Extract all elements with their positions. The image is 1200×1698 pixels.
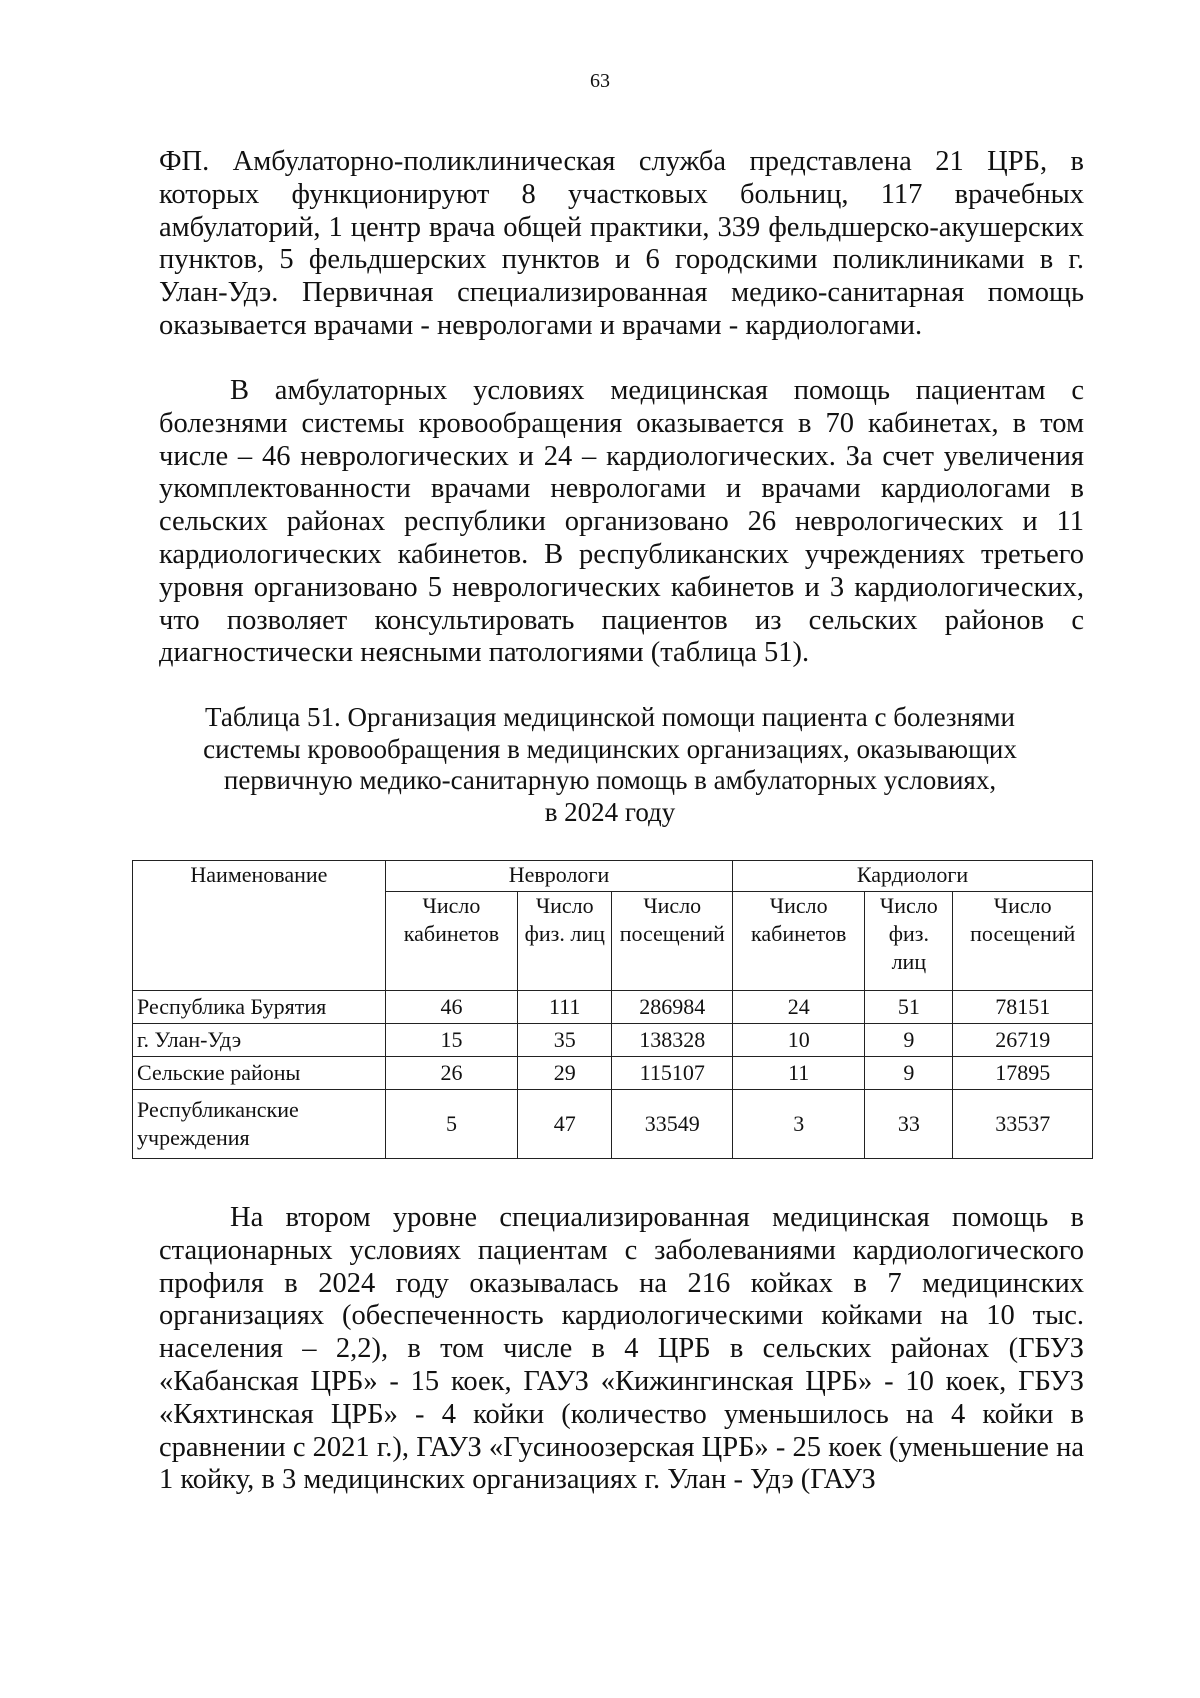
row-label: Республика Бурятия [133, 991, 386, 1024]
cell-value: 286984 [612, 991, 733, 1024]
cell-value: 17895 [953, 1057, 1093, 1090]
cell-value: 35 [518, 1024, 612, 1057]
cell-value: 78151 [953, 991, 1093, 1024]
cell-value: 26 [385, 1057, 517, 1090]
row-label: Республиканские учреждения [133, 1090, 386, 1159]
cell-value: 15 [385, 1024, 517, 1057]
table-row [133, 1024, 1093, 1057]
caption-line: Таблица 51. Организация медицинской помощи пациента с болезнями [205, 702, 1015, 732]
cell-value: 47 [518, 1090, 612, 1159]
cell-value: 46 [385, 991, 517, 1024]
header-cardiologists: Кардиологи [733, 861, 1093, 892]
header-cabinets: Число кабинетов [733, 892, 865, 991]
header-visits: Число посещений [953, 892, 1093, 991]
caption-line: в 2024 году [544, 796, 676, 827]
cell-value: 10 [733, 1024, 865, 1057]
header-neurologists: Неврологи [385, 861, 732, 892]
header-visits: Число посещений [612, 892, 733, 991]
cell-value: 115107 [612, 1057, 733, 1090]
row-label: Сельские районы [133, 1057, 386, 1090]
cell-value: 11 [733, 1057, 865, 1090]
cell-value: 29 [518, 1057, 612, 1090]
cell-value: 9 [865, 1024, 953, 1057]
table-header-row [133, 861, 1093, 892]
cell-value: 3 [733, 1090, 865, 1159]
header-persons: Число физ. лиц [865, 892, 953, 991]
cell-value: 33549 [612, 1090, 733, 1159]
cell-value: 33537 [953, 1090, 1093, 1159]
cell-value: 51 [865, 991, 953, 1024]
table-row [133, 991, 1093, 1024]
cell-value: 9 [865, 1057, 953, 1090]
header-persons: Число физ. лиц [518, 892, 612, 991]
paragraph-inpatient-care: На втором уровне специализированная медицинская помощь в стационарных условиях пациентам с заболеваниями кардиологического профиля в 2024 году оказывалась на 216 койках в 7 медицинских организациях (обеспеченность кардиологическими койками на 10 тыс. населения – 2,2), в том числе в 4 ЦРБ в сельских районах (ГБУЗ «Кабанская ЦРБ» - 15 коек, ГАУЗ «Кижингинская ЦРБ» - 10 коек, ГБУЗ «Кяхтинская ЦРБ» - 4 койки (количество уменьшилось на 4 койки в сравнении с 2021 г.), ГАУЗ «Гусиноозерская ЦРБ» - 25 коек (уменьшение на 1 койку, в 3 медицинских организациях г. Улан - Удэ (ГАУЗ [159, 1202, 1084, 1496]
paragraph-primary-care: ФП. Амбулаторно-поликлиническая служба представлена 21 ЦРБ, в которых функционируют 8 участковых больниц, 117 врачебных амбулаторий, 1 центр врача общей практики, 339 фельдшерско-акушерских пунктов, 5 фельдшерских пунктов и 6 городскими поликлиниками в г. Улан-Удэ. Первичная специализированная медико-санитарная помощь оказывается врачами - неврологами и врачами - кардиологами. [159, 146, 1084, 341]
table-row [133, 1090, 1093, 1159]
page-number: 63 [590, 70, 610, 92]
cell-value: 111 [518, 991, 612, 1024]
cell-value: 26719 [953, 1024, 1093, 1057]
cell-value: 24 [733, 991, 865, 1024]
table-caption [150, 702, 1070, 828]
data-table [132, 860, 1093, 1159]
header-name: Наименование [133, 861, 386, 991]
header-cabinets: Число кабинетов [385, 892, 517, 991]
caption-line: первичную медико-санитарную помощь в амбулаторных условиях, [223, 765, 997, 795]
paragraph-ambulatory-care: В амбулаторных условиях медицинская помощь пациентам с болезнями системы кровообращения оказывается в 70 кабинетах, в том числе – 46 неврологических и 24 – кардиологических. За счет увеличения укомплектованности врачами неврологами и врачами кардиологами в сельских районах республики организовано 26 неврологических и 11 кардиологических кабинетов. В республиканских учреждениях третьего уровня организовано 5 неврологических кабинетов и 3 кардиологических, что позволяет консультировать пациентов из сельских районов с диагностически неясными патологиями (таблица 51). [159, 375, 1084, 669]
caption-line: системы кровообращения в медицинских организациях, оказывающих [203, 733, 1017, 764]
table-row [133, 1057, 1093, 1090]
cell-value: 5 [385, 1090, 517, 1159]
row-label: г. Улан-Удэ [133, 1024, 386, 1057]
cell-value: 138328 [612, 1024, 733, 1057]
cell-value: 33 [865, 1090, 953, 1159]
